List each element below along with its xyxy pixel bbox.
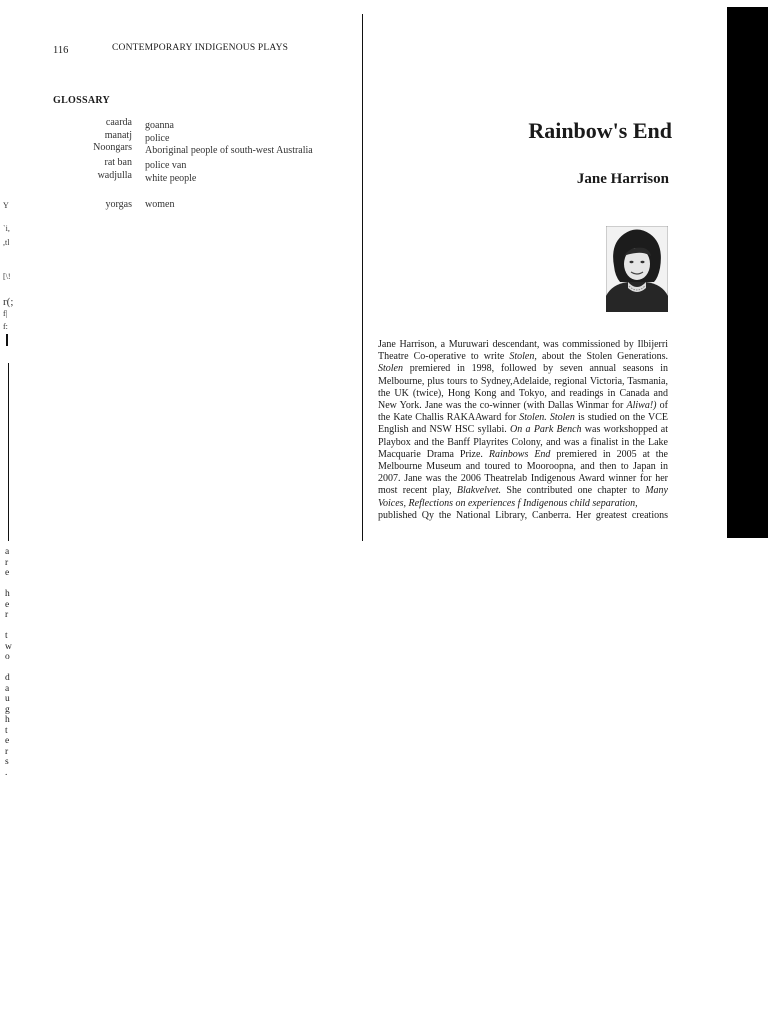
vertical-char: u: [5, 694, 10, 704]
vertical-char: w: [5, 641, 12, 652]
vertical-char: e: [5, 599, 10, 610]
edge-fragment: f:: [3, 322, 8, 331]
bio-text-segment: of the Kate Challis RAKAAward for: [378, 400, 668, 424]
vertical-char: [5, 579, 13, 590]
bio-text-segment: is studied on the VCE English and NSW HSC syllabi.: [378, 412, 669, 436]
author-name: Jane Harrison: [576, 171, 669, 187]
scan-edge-band: [727, 7, 768, 538]
vertical-char: e: [5, 568, 10, 578]
bio-paragraph: [378, 339, 668, 510]
glossary-definition: women: [145, 199, 175, 210]
glossary-term: yorgas: [105, 199, 132, 210]
vertical-char: h: [5, 715, 10, 725]
vertical-char: h: [5, 589, 10, 599]
edge-fragment: Y: [3, 201, 9, 210]
bio-italic-title: On a Park Bench: [510, 424, 582, 436]
author-photo: [606, 226, 668, 312]
vertical-char: t: [5, 631, 8, 641]
glossary-term: manatj: [104, 130, 132, 141]
bio-italic-title: Many Voices, Reflections on experiences f Indigenous child separation,: [378, 485, 668, 509]
vertical-char: [5, 663, 13, 674]
glossary-definition: Aboriginal people of south-west Australia: [145, 145, 313, 156]
vertical-edge-text: [5, 547, 13, 778]
vertical-char: a: [5, 547, 10, 557]
bio-italic-title: Stolen: [509, 351, 535, 363]
running-head: CONTEMPORARY INDIGENOUS PLAYS: [112, 43, 289, 53]
bio-last-line: published Qy the National Library, Canberra. Her greatest creations: [378, 509, 668, 521]
glossary-term: Noongars: [93, 142, 132, 153]
edge-fragment: r(;: [3, 296, 14, 308]
bio-italic-title: Blakvelvet.: [456, 485, 502, 497]
vertical-char: r: [5, 610, 9, 620]
edge-mark: [6, 334, 8, 346]
vertical-char: a: [5, 683, 10, 694]
edge-fragment: f|: [3, 309, 8, 318]
left-edge-rule: [8, 363, 9, 541]
play-title: Rainbow's End: [528, 118, 672, 143]
bio-italic-title: Aliwa!): [626, 400, 657, 412]
bio-italic-title: Stolen: [378, 363, 403, 375]
glossary-definition: white people: [145, 173, 197, 184]
page-number: 116: [53, 45, 69, 56]
vertical-char: s: [5, 757, 9, 767]
bio-italic-title: Rainbows End: [488, 448, 551, 460]
bio-text-segment: was workshopped at Playbox and the Banff Playrites Colony, and was a finalist in the Lake Macquarie Drama Prize.: [378, 424, 669, 460]
vertical-char: e: [5, 736, 10, 746]
glossary-definition: goanna: [145, 120, 174, 131]
vertical-char: .: [5, 767, 8, 778]
bio-text-segment: She contributed one chapter to: [501, 485, 646, 497]
edge-fragment: [\!: [3, 272, 11, 281]
glossary-definition: police van: [145, 160, 187, 171]
glossary-definition: police: [145, 133, 170, 144]
vertical-char: d: [5, 673, 10, 683]
bio-text-segment: , about the Stolen Generations.: [534, 351, 668, 363]
glossary-term: rat ban: [104, 157, 132, 168]
vertical-char: [5, 621, 13, 632]
bio-text-segment: premiered in 2005 at the Melbourne Museum and toured to Mooroopna, and then to Japan in 2007. Jane was the 2006 Theatrelab Indigenous Award winner for her most recent play,: [378, 448, 668, 497]
bio-text-segment: Jane Harrison, a Muruwari descendant, was commissioned by Ilbijerri Theatre Co-operative to write: [378, 339, 668, 363]
center-rule: [362, 14, 363, 541]
vertical-char: t: [5, 725, 8, 736]
vertical-char: g: [5, 704, 10, 715]
vertical-char: o: [5, 652, 10, 662]
bio-text-segment: premiered in 1998, followed by seven annual seasons in Melbourne, plus tours to Sydney,Adelaide, regional Victoria, Tasmania, the UK (twice), Hong Kong and Tokyo, and readings in Canada and New York. Jane was the co-winner (with Dallas Winmar for: [378, 363, 668, 412]
vertical-char: r: [5, 746, 9, 757]
bio-italic-title: Stolen. Stolen: [519, 412, 575, 424]
glossary-term: wadjulla: [97, 170, 132, 181]
author-biography: [378, 339, 668, 522]
glossary-term: caarda: [105, 117, 132, 128]
edge-fragment: `i,: [3, 224, 10, 233]
edge-fragment: ,tl: [3, 238, 10, 247]
glossary-heading: GLOSSARY: [53, 95, 111, 106]
vertical-char: r: [5, 557, 9, 568]
